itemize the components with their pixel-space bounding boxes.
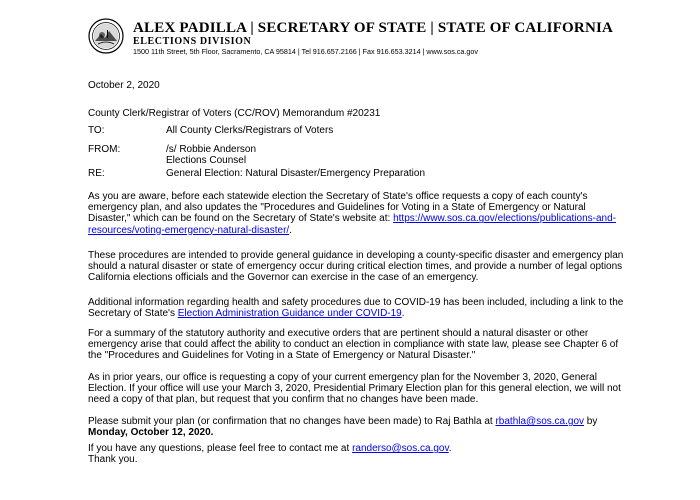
paragraph-1-end: . <box>289 224 292 236</box>
paragraph-3-text: Additional information regarding health and safety procedures due to COVID-19 has been included, including a link to the Secretary of State's <box>88 297 624 320</box>
paragraph-5: As in prior years, our office is requesting a copy of your current emergency plan for the November 3, 2020, General Election. If your office will use your March 3, 2020, Presidential Primary Election plan for this general election, we will not need a copy of that plan, but request that you confirm that no changes have been made. <box>88 372 621 406</box>
paragraph-1 <box>88 191 628 236</box>
letterhead-address: 1500 11th Street, 5th Floor, Sacramento, CA 95814 | Tel 916.657.2166 | Fax 916.653.3214 | www.sos.ca.gov <box>133 47 478 56</box>
paragraph-6-end: . <box>210 427 214 439</box>
letterhead-division: ELECTIONS DIVISION <box>133 36 252 47</box>
thank-you: Thank you. <box>88 454 138 466</box>
from-label: FROM: <box>88 144 121 155</box>
re-label: RE: <box>88 168 105 179</box>
to-label: TO: <box>88 125 105 136</box>
paragraph-3 <box>88 297 628 319</box>
paragraph-4: For a summary of the statutory authority and executive orders that are pertinent should a natural disaster or other emergency arise that could affect the ability to conduct an election in compliance with state law, please see Chapter 6 of the "Procedures and Guidelines for Voting in a State of Emergency or Natural Disaster." <box>88 328 619 362</box>
procedures-link[interactable]: https://www.sos.ca.gov/elections/publications-and-resources/voting-emergency-natural-disaster/ <box>88 213 616 236</box>
re-value: General Election: Natural Disaster/Emergency Preparation <box>166 168 426 179</box>
paragraph-2: These procedures are intended to provide general guidance in developing a county-specific disaster and emergency plan should a natural disaster or state of emergency occur during critical election times, and provide a number of legal options California elections officials and the Governor can exercise in the case of an emergency. <box>88 250 624 284</box>
covid-guidance-link[interactable]: Election Administration Guidance under COVID-19 <box>177 308 402 320</box>
paragraph-7-text: If you have any questions, please feel free to contact me at <box>88 443 350 454</box>
california-state-seal-icon <box>88 18 124 54</box>
from-signature: /s/ Robbie Anderson <box>166 144 257 155</box>
paragraph-7 <box>88 443 628 465</box>
to-value: All County Clerks/Registrars of Voters <box>166 125 334 136</box>
randerso-email-link[interactable]: randerso@sos.ca.gov <box>352 443 449 454</box>
paragraph-3-end: . <box>401 308 405 320</box>
memo-date: October 2, 2020 <box>88 80 160 91</box>
paragraph-6 <box>88 416 628 438</box>
paragraph-1-text: As you are aware, before each statewide election the Secretary of State's office requests a copy of each county's emergency plan, and also updates the "Procedures and Guidelines for Voting in a State of Emergency or Natural Disaster," which can be found on the Secretary of State's website at: <box>88 191 588 225</box>
rbathla-email-link[interactable]: rbathla@sos.ca.gov <box>495 416 584 427</box>
deadline-date: Monday, October 12, 2020 <box>88 427 211 439</box>
paragraph-6-by: by <box>586 416 598 427</box>
paragraph-6-text: Please submit your plan (or confirmation that no changes have been made) to Raj Bathla at <box>88 416 493 427</box>
memo-number: County Clerk/Registrar of Voters (CC/ROV) Memorandum #20231 <box>88 108 381 119</box>
letterhead-title: ALEX PADILLA | SECRETARY OF STATE | STATE OF CALIFORNIA <box>133 20 614 36</box>
from-title: Elections Counsel <box>166 155 247 166</box>
paragraph-7-end: . <box>448 443 452 454</box>
